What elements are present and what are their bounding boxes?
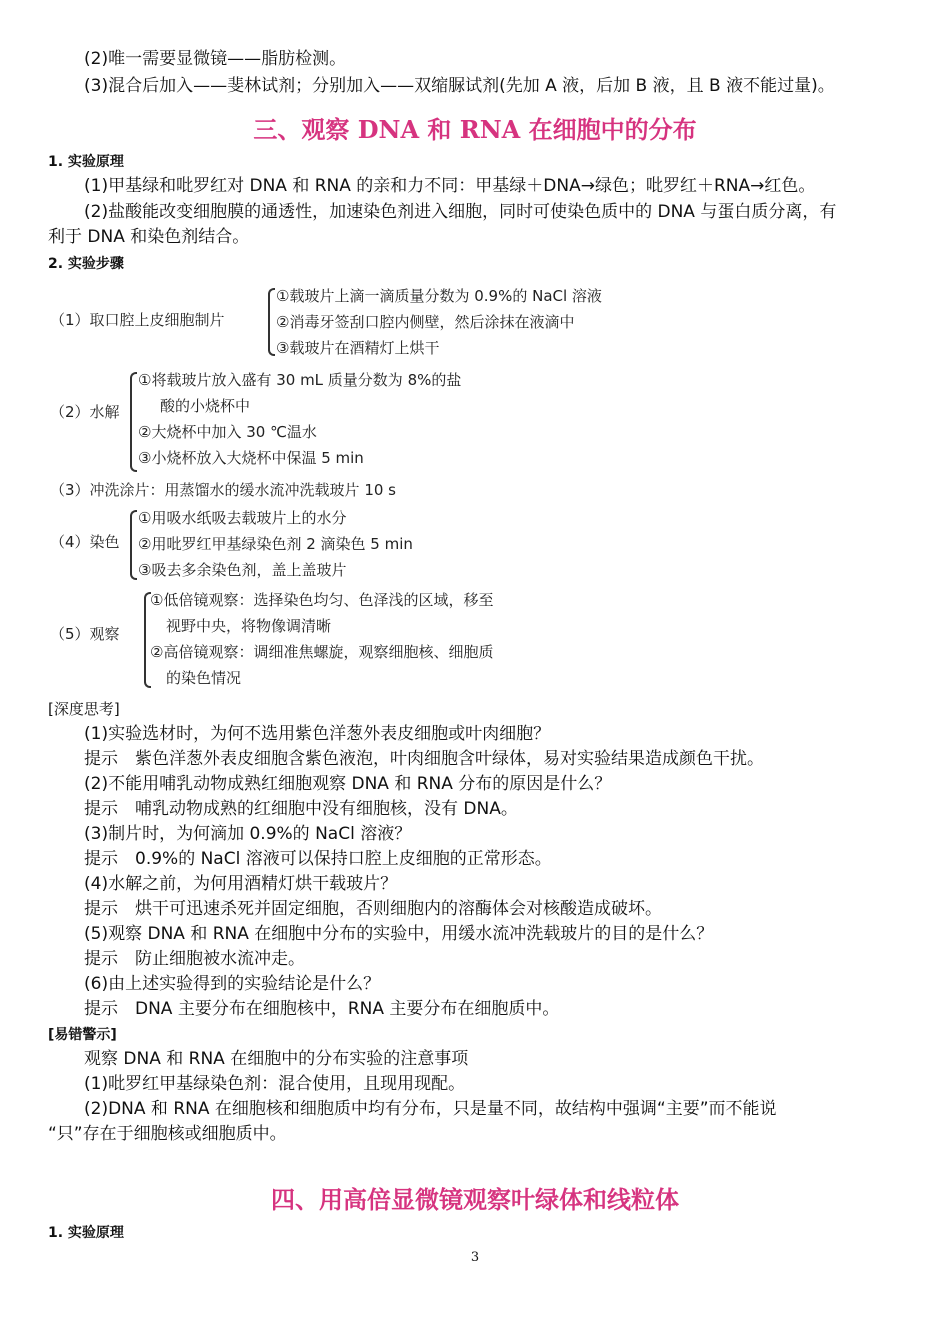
step2-a: ①将载玻片放入盛有 30 mL 质量分数为 8%的盐 [138, 371, 462, 389]
warn-line-3a: (2)DNA 和 RNA 在细胞核和细胞质中均有分布，只是量不同，故结构中强调“主要”而不能说 [84, 1099, 777, 1119]
step2-b: ②大烧杯中加入 30 ℃温水 [138, 423, 317, 441]
think-a4: 提示 烘干可迅速杀死并固定细胞，否则细胞内的溶酶体会对核酸造成破坏。 [84, 899, 662, 919]
section4-title: 四、用高倍显微镜观察叶绿体和线粒体 [271, 1185, 679, 1214]
warn-line-3b: “只”存在于细胞核或细胞质中。 [48, 1124, 287, 1144]
principle-p1: (1)甲基绿和吡罗红对 DNA 和 RNA 的亲和力不同：甲基绿＋DNA→绿色；吡罗红＋RNA→红色。 [84, 176, 816, 196]
think-q1: (1)实验选材时，为何不选用紫色洋葱外表皮细胞或叶肉细胞？ [84, 724, 551, 744]
step1-c: ③载玻片在酒精灯上烘干 [276, 339, 440, 357]
think-a2: 提示 哺乳动物成熟的红细胞中没有细胞核，没有 DNA。 [84, 799, 518, 819]
think-a6: 提示 DNA 主要分布在细胞核中，RNA 主要分布在细胞质中。 [84, 999, 560, 1019]
principle-p2b: 利于 DNA 和染色剂结合。 [48, 227, 250, 247]
step4-brace [130, 510, 137, 580]
step1-a: ①载玻片上滴一滴质量分数为 0.9%的 NaCl 溶液 [276, 287, 602, 305]
think-q3: (3)制片时，为何滴加 0.9%的 NaCl 溶液？ [84, 824, 412, 844]
section4-principle-heading: 1. 实验原理 [48, 1225, 124, 1241]
step2-a2: 酸的小烧杯中 [160, 397, 251, 415]
step4-a: ①用吸水纸吸去载玻片上的水分 [138, 509, 347, 527]
step5-b2: 的染色情况 [166, 669, 242, 687]
step5-label: （5）观察 [50, 625, 120, 643]
top-line-1: (2)唯一需要显微镜——脂肪检测。 [84, 49, 347, 69]
section3-title: 三、观察 DNA 和 RNA 在细胞中的分布 [253, 115, 697, 144]
think-heading: [深度思考] [48, 700, 120, 718]
step1-label: （1）取口腔上皮细胞制片 [50, 311, 225, 329]
step2-label: （2）水解 [50, 403, 120, 421]
step1-brace [268, 288, 275, 356]
step4-c: ③吸去多余染色剂，盖上盖玻片 [138, 561, 347, 579]
principle-heading: 1. 实验原理 [48, 154, 124, 170]
think-q5: (5)观察 DNA 和 RNA 在细胞中分布的实验中，用缓水流冲洗载玻片的目的是什么？ [84, 924, 714, 944]
step4-label: （4）染色 [50, 533, 120, 551]
think-q6: (6)由上述实验得到的实验结论是什么？ [84, 974, 381, 994]
step3: （3）冲洗涂片：用蒸馏水的缓水流冲洗载玻片 10 s [50, 481, 396, 499]
think-q4: (4)水解之前，为何用酒精灯烘干载玻片？ [84, 874, 398, 894]
step5-a: ①低倍镜观察：选择染色均匀、色泽浅的区域，移至 [150, 591, 494, 609]
warn-line-1: 观察 DNA 和 RNA 在细胞中的分布实验的注意事项 [84, 1049, 469, 1069]
think-a3: 提示 0.9%的 NaCl 溶液可以保持口腔上皮细胞的正常形态。 [84, 849, 552, 869]
warn-heading: [易错警示] [48, 1027, 117, 1043]
think-a5: 提示 防止细胞被水流冲走。 [84, 949, 305, 969]
top-line-2: (3)混合后加入——斐林试剂；分别加入——双缩脲试剂(先加 A 液，后加 B 液，且 B 液不能过量)。 [84, 76, 835, 96]
steps-heading: 2. 实验步骤 [48, 256, 124, 272]
experiment-steps-figure [38, 278, 694, 690]
warn-line-2: (1)吡罗红甲基绿染色剂：混合使用，且现用现配。 [84, 1074, 466, 1094]
step5-b: ②高倍镜观察：调细准焦螺旋，观察细胞核、细胞质 [150, 643, 494, 661]
think-a1: 提示 紫色洋葱外表皮细胞含紫色液泡，叶肉细胞含叶绿体，易对实验结果造成颜色干扰。 [84, 749, 764, 769]
think-q2: (2)不能用哺乳动物成熟红细胞观察 DNA 和 RNA 分布的原因是什么？ [84, 774, 612, 794]
principle-p2a: (2)盐酸能改变细胞膜的通透性，加速染色剂进入细胞，同时可使染色质中的 DNA 与蛋白质分离，有 [84, 202, 837, 222]
page-number: 3 [470, 1250, 480, 1265]
step2-brace [130, 372, 137, 472]
step1-b: ②消毒牙签刮口腔内侧壁，然后涂抹在液滴中 [276, 313, 575, 331]
step4-b: ②用吡罗红甲基绿染色剂 2 滴染色 5 min [138, 535, 413, 553]
step2-c: ③小烧杯放入大烧杯中保温 5 min [138, 449, 364, 467]
step5-a2: 视野中央，将物像调清晰 [166, 617, 332, 635]
